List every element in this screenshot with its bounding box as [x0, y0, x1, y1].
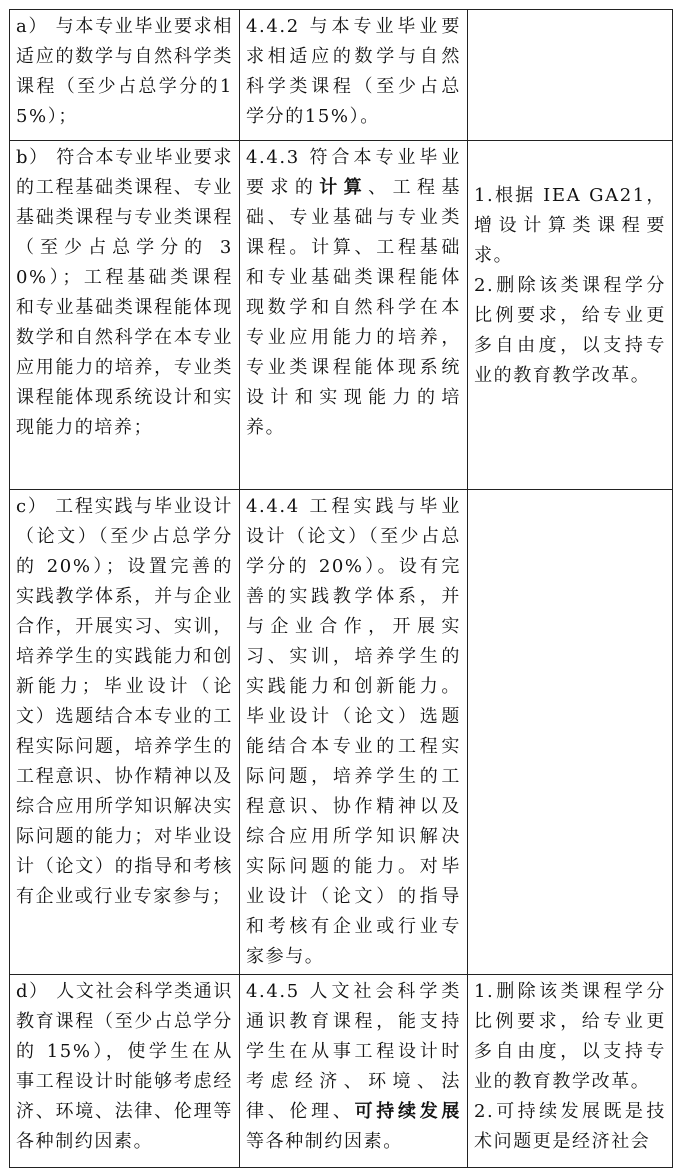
- revision-note-item: 2.删除该类课程学分比例要求，给专业更多自由度，以支持专业的教育教学改革。: [474, 275, 666, 386]
- revised-standard-highlight: 可持续发展: [354, 1101, 462, 1122]
- revised-standard-highlight: 计算: [319, 177, 369, 198]
- revised-standard-cell: [240, 975, 468, 1168]
- revision-note-item: 1.根据 IEA GA21，增设计算类课程要求。: [474, 185, 666, 266]
- revision-note-cell: [468, 490, 673, 975]
- revision-note-item: 2.可持续发展既是技术问题更是经济社会: [474, 1101, 666, 1152]
- original-standard-text: c） 工程实践与毕业设计（论文）（至少占总学分的 20%）；设置完善的实践教学体系，并与企业合作，开展实习、实训，培养学生的实践能力和创新能力；毕业设计（论文）选题结合本专业的工程实际问题，培养学生的工程意识、协作精神以及综合应用所学知识解决实际问题的能力；对毕业设计（论文）的指导和考核有企业或行业专家参与；: [16, 496, 233, 907]
- table-row: [10, 141, 673, 490]
- table-row: [10, 975, 673, 1168]
- revision-note-item: 1.删除该类课程学分比例要求，给专业更多自由度，以支持专业的教育教学改革。: [474, 981, 666, 1092]
- original-standard-cell: [10, 490, 240, 975]
- revision-note-cell: [468, 141, 673, 490]
- revised-standard-cell: [240, 141, 468, 490]
- revised-standard-cell: [240, 10, 468, 141]
- revision-note-cell: [468, 10, 673, 141]
- revised-standard-text-end: 、工程基础、专业基础与专业类课程。计算、工程基础和专业基础类课程能体现数学和自然科学在本专业应用能力的培养，专业类课程能体现系统设计和实现能力的培养。: [246, 177, 462, 438]
- revised-standard-text-start: 4.4.5 人文社会科学类通识教育课程，能支持学生在从事工程设计时考虑经济、环境、法律、伦理、: [246, 981, 461, 1122]
- original-standard-text: a） 与本专业毕业要求相适应的数学与自然科学类课程（至少占总学分的15%）；: [16, 16, 233, 127]
- original-standard-text: d） 人文社会科学类通识教育课程（至少占总学分的 15%），使学生在从事工程设计时能够考虑经济、环境、法律、伦理等各种制约因素。: [16, 981, 233, 1152]
- table-row: [10, 10, 673, 141]
- original-standard-cell: [10, 10, 240, 141]
- original-standard-text: b） 符合本专业毕业要求的工程基础类课程、专业基础类课程与专业类课程（至少占总学分的 30%）；工程基础类课程和专业基础类课程能体现数学和自然科学在本专业应用能力的培养，专业类课程能体现系统设计和实现能力的培养；: [16, 147, 233, 438]
- revised-standard-text-start: 4.4.3 符合本专业毕业要求的: [246, 147, 461, 198]
- revision-note-cell: [468, 975, 673, 1168]
- table-row: [10, 490, 673, 975]
- comparison-table: [9, 9, 673, 1168]
- revised-standard-text: 4.4.4 工程实践与毕业设计（论文）（至少占总学分的 20%）。设有完善的实践教学体系，并与企业合作，开展实习、实训，培养学生的实践能力和创新能力。毕业设计（论文）选题能结合本专业的工程实际问题，培养学生的工程意识、协作精神以及综合应用所学知识解决实际问题的能力。对毕业设计（论文）的指导和考核有企业或行业专家参与。: [246, 496, 461, 967]
- original-standard-cell: [10, 141, 240, 490]
- revised-standard-text-end: 等各种制约因素。: [246, 1131, 403, 1152]
- revised-standard-cell: [240, 490, 468, 975]
- revised-standard-text: 4.4.2 与本专业毕业要求相适应的数学与自然科学类课程（至少占总学分的15%）。: [246, 16, 461, 127]
- original-standard-cell: [10, 975, 240, 1168]
